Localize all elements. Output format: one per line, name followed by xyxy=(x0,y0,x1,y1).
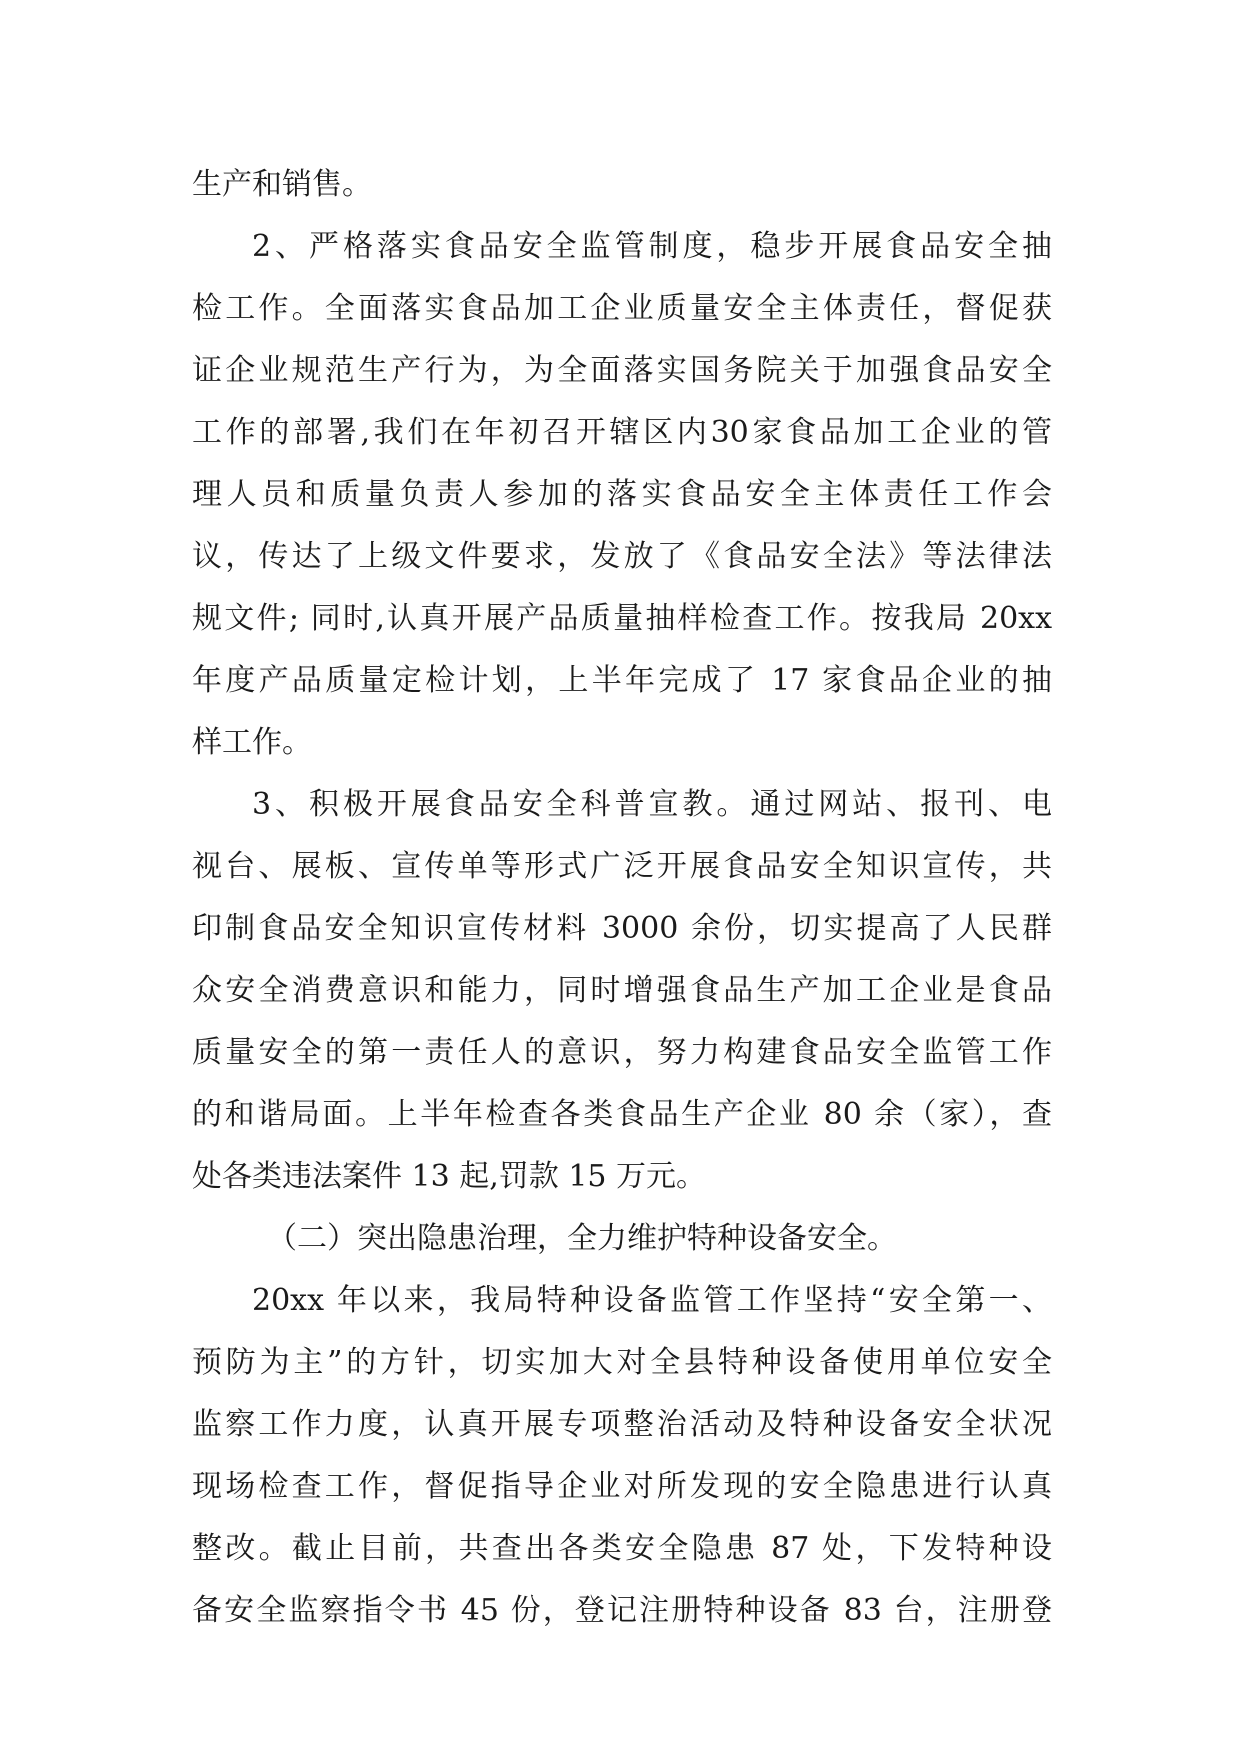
text-line: 规文件; 同时,认真开展产品质量抽样检查工作。按我局 20xx xyxy=(192,601,1052,636)
text-line: 工作的部署,我们在年初召开辖区内30家食品加工企业的管 xyxy=(192,415,1052,450)
text-line: 的和谐局面。上半年检查各类食品生产企业 80 余（家），查 xyxy=(192,1097,1052,1132)
text-line: 处各类违法案件 13 起,罚款 15 万元。 xyxy=(192,1159,707,1194)
paragraph-first-line: 20xx 年以来，我局特种设备监管工作坚持“安全第一、 xyxy=(252,1283,1052,1318)
text-line: 现场检查工作，督促指导企业对所发现的安全隐患进行认真 xyxy=(192,1469,1052,1504)
text-line: 理人员和质量负责人参加的落实食品安全主体责任工作会 xyxy=(192,477,1052,512)
paragraph-first-line: 2、严格落实食品安全监管制度，稳步开展食品安全抽 xyxy=(252,229,1052,264)
text-line: 视台、展板、宣传单等形式广泛开展食品安全知识宣传，共 xyxy=(192,849,1052,884)
document-body xyxy=(192,154,1052,1642)
text-line: 年度产品质量定检计划，上半年完成了 17 家食品企业的抽 xyxy=(192,663,1052,698)
text-line: 检工作。全面落实食品加工企业质量安全主体责任，督促获 xyxy=(192,291,1052,326)
text-line: 备安全监察指令书 45 份，登记注册特种设备 83 台，注册登 xyxy=(192,1593,1052,1628)
text-line: 整改。截止目前，共查出各类安全隐患 87 处，下发特种设 xyxy=(192,1531,1052,1566)
section-heading: （二）突出隐患治理，全力维护特种设备安全。 xyxy=(267,1221,897,1256)
paragraph-first-line: 3、积极开展食品安全科普宣教。通过网站、报刊、电 xyxy=(252,787,1052,822)
text-line: 监察工作力度，认真开展专项整治活动及特种设备安全状况 xyxy=(192,1407,1052,1442)
text-line: 众安全消费意识和能力，同时增强食品生产加工企业是食品 xyxy=(192,973,1052,1008)
text-line: 样工作。 xyxy=(192,725,312,760)
text-line: 印制食品安全知识宣传材料 3000 余份，切实提高了人民群 xyxy=(192,911,1052,946)
text-line: 预防为主”的方针，切实加大对全县特种设备使用单位安全 xyxy=(192,1345,1052,1380)
text-line: 生产和销售。 xyxy=(192,167,372,202)
text-line: 质量安全的第一责任人的意识，努力构建食品安全监管工作 xyxy=(192,1035,1052,1070)
text-line: 议，传达了上级文件要求，发放了《食品安全法》等法律法 xyxy=(192,539,1052,574)
text-line: 证企业规范生产行为，为全面落实国务院关于加强食品安全 xyxy=(192,353,1052,388)
